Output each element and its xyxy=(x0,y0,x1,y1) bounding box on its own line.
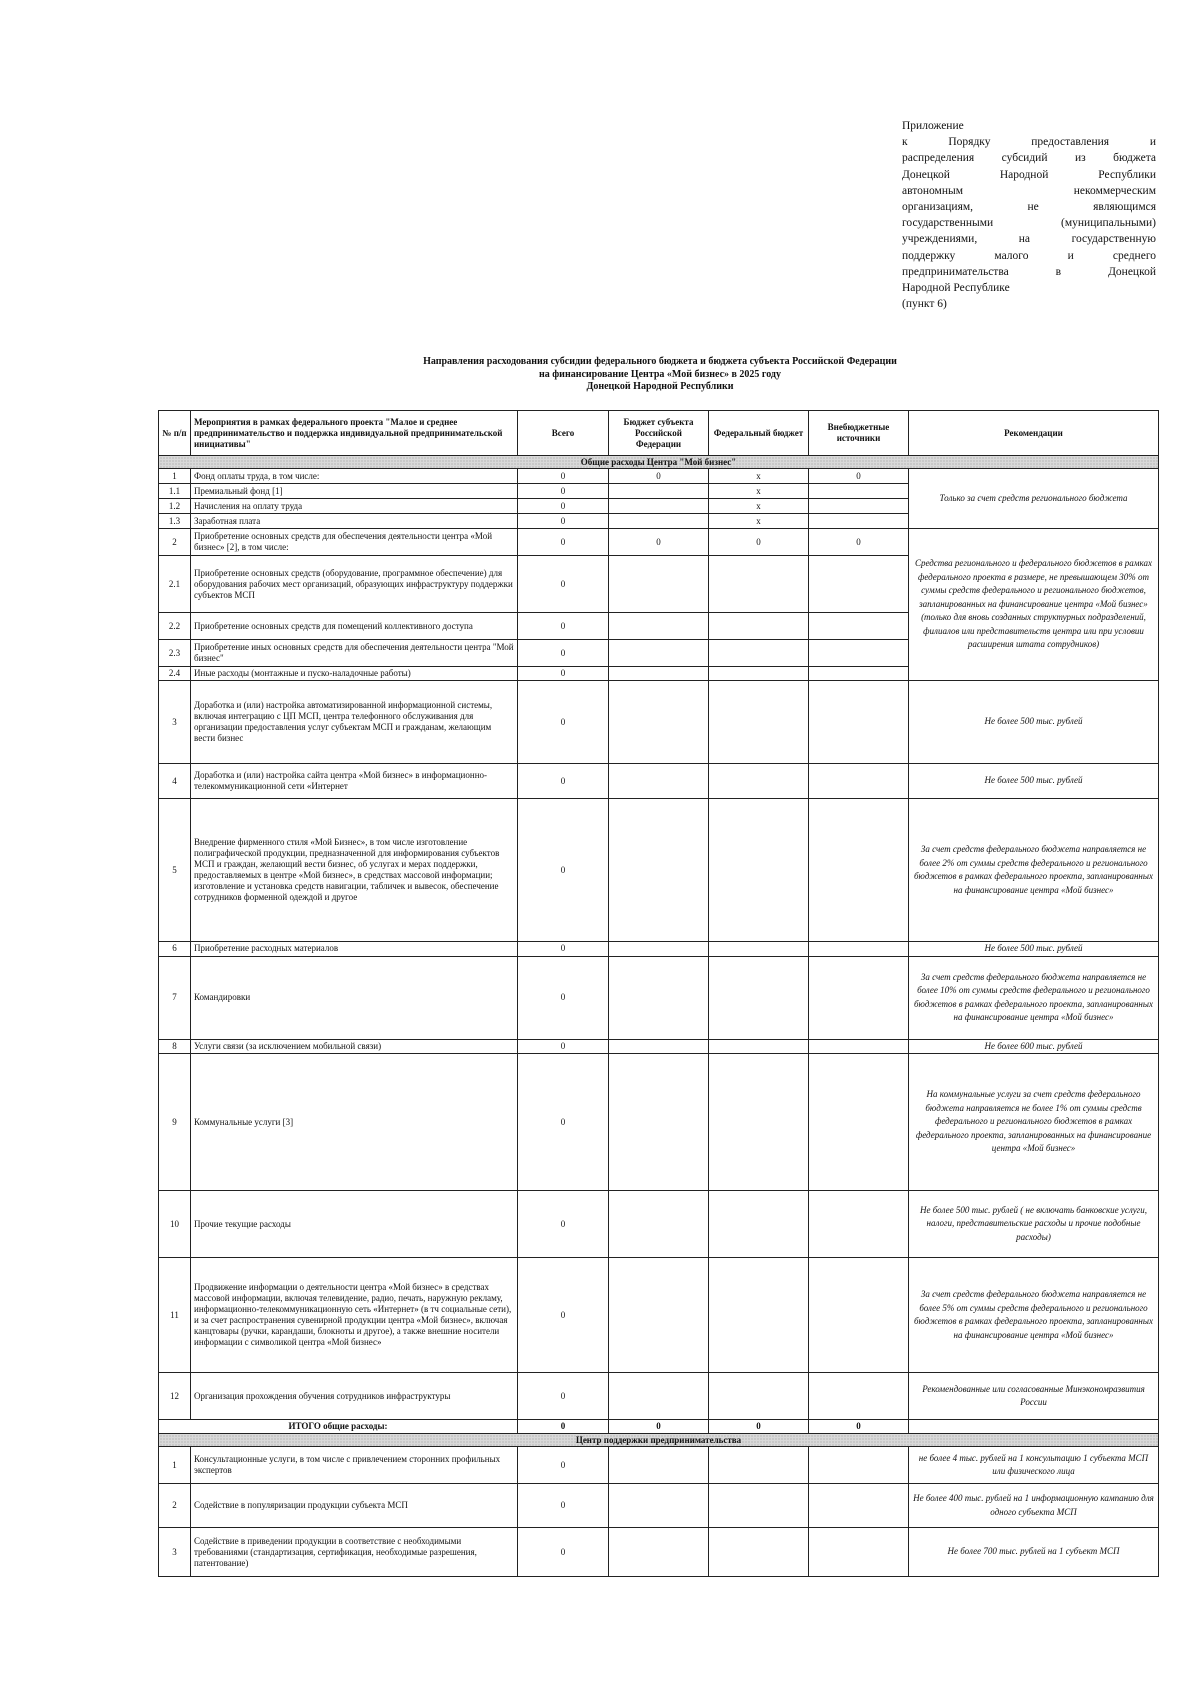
row-activity: Начисления на оплату труда xyxy=(191,499,518,514)
row-activity: Заработная плата xyxy=(191,514,518,529)
row-federal: x xyxy=(709,484,809,499)
appendix-block xyxy=(902,118,1156,312)
row-num: 2.1 xyxy=(159,556,191,613)
row-num: 1 xyxy=(159,1447,191,1484)
appendix-line: автономным некоммерческим xyxy=(902,184,1156,197)
total-extra: 0 xyxy=(809,1420,909,1434)
header-federal: Федеральный бюджет xyxy=(709,411,809,456)
row-regional xyxy=(609,1484,709,1528)
row-recommendation: Не более 500 тыс. рублей xyxy=(909,681,1159,764)
row-num: 12 xyxy=(159,1373,191,1420)
row-federal xyxy=(709,942,809,957)
row-extra xyxy=(809,1054,909,1191)
row-activity: Премиальный фонд [1] xyxy=(191,484,518,499)
row-total: 0 xyxy=(518,514,609,529)
row-num: 4 xyxy=(159,764,191,799)
row-num: 2.3 xyxy=(159,640,191,667)
row-total: 0 xyxy=(518,956,609,1039)
row-num: 5 xyxy=(159,799,191,942)
row-federal xyxy=(709,1039,809,1054)
row-regional xyxy=(609,484,709,499)
row-recommendation: Не более 500 тыс. рублей xyxy=(909,942,1159,957)
row-extra: 0 xyxy=(809,529,909,556)
row-extra xyxy=(809,681,909,764)
row-recommendation: За счет средств федерального бюджета направляется не более 10% от суммы средств федерального и регионального бюджетов в рамках федерального проекта, запланированных на финансирование центра «Мой бизнес» xyxy=(909,956,1159,1039)
row-num: 2 xyxy=(159,529,191,556)
row-num: 1 xyxy=(159,469,191,484)
row-extra xyxy=(809,556,909,613)
appendix-line: распределения субсидий из бюджета xyxy=(902,152,1156,165)
row-federal xyxy=(709,799,809,942)
appendix-line: учреждениями, на государственную xyxy=(902,233,1156,246)
row-extra xyxy=(809,956,909,1039)
row-activity: Иные расходы (монтажные и пуско-наладочные работы) xyxy=(191,667,518,681)
total-row xyxy=(159,1420,1159,1434)
row-total: 0 xyxy=(518,799,609,942)
table-row xyxy=(159,1039,1159,1054)
header-num: № п/п xyxy=(159,411,191,456)
row-federal xyxy=(709,1191,809,1258)
row-num: 1.2 xyxy=(159,499,191,514)
row-num: 7 xyxy=(159,956,191,1039)
row-regional xyxy=(609,1054,709,1191)
header-regional: Бюджет субъекта Российской Федерации xyxy=(609,411,709,456)
row-regional xyxy=(609,640,709,667)
row-num: 8 xyxy=(159,1039,191,1054)
row-extra xyxy=(809,1373,909,1420)
row-total: 0 xyxy=(518,556,609,613)
row-total: 0 xyxy=(518,1484,609,1528)
row-federal xyxy=(709,1447,809,1484)
row-regional xyxy=(609,1373,709,1420)
row-extra xyxy=(809,942,909,957)
row-federal: x xyxy=(709,469,809,484)
row-total: 0 xyxy=(518,764,609,799)
row-extra xyxy=(809,514,909,529)
row-federal: 0 xyxy=(709,529,809,556)
total-label: ИТОГО общие расходы: xyxy=(159,1420,518,1434)
table-row xyxy=(159,1258,1159,1373)
total-regional: 0 xyxy=(609,1420,709,1434)
row-federal: x xyxy=(709,514,809,529)
row-extra xyxy=(809,1191,909,1258)
row-federal: x xyxy=(709,499,809,514)
appendix-line: организациям, не являющимся xyxy=(902,201,1156,214)
row-extra xyxy=(809,613,909,640)
row-num: 2.2 xyxy=(159,613,191,640)
row-activity: Приобретение иных основных средств для обеспечения деятельности центра "Мой бизнес" xyxy=(191,640,518,667)
header-row xyxy=(159,411,1159,456)
section-title: Центр поддержки предпринимательства xyxy=(159,1434,1159,1447)
table-row xyxy=(159,1191,1159,1258)
row-regional xyxy=(609,799,709,942)
row-regional xyxy=(609,1258,709,1373)
row-federal xyxy=(709,667,809,681)
row-num: 1.1 xyxy=(159,484,191,499)
row-regional xyxy=(609,1528,709,1577)
row-num: 3 xyxy=(159,681,191,764)
row-extra xyxy=(809,499,909,514)
row-recommendation: Рекомендованные или согласованные Минэкономразвития России xyxy=(909,1373,1159,1420)
row-federal xyxy=(709,1373,809,1420)
row-recommendation: Только за счет средств регионального бюджета xyxy=(909,469,1159,529)
row-total: 0 xyxy=(518,484,609,499)
row-total: 0 xyxy=(518,1373,609,1420)
document-title xyxy=(160,356,1160,394)
table-row xyxy=(159,1054,1159,1191)
row-total: 0 xyxy=(518,469,609,484)
row-activity: Прочие текущие расходы xyxy=(191,1191,518,1258)
row-activity: Доработка и (или) настройка сайта центра «Мой бизнес» в информационно-телекоммуникационной сети «Интернет xyxy=(191,764,518,799)
row-regional xyxy=(609,1191,709,1258)
row-num: 9 xyxy=(159,1054,191,1191)
row-activity: Организация прохождения обучения сотрудников инфраструктуры xyxy=(191,1373,518,1420)
row-activity: Услуги связи (за исключением мобильной связи) xyxy=(191,1039,518,1054)
row-federal xyxy=(709,681,809,764)
row-total: 0 xyxy=(518,499,609,514)
row-num: 1.3 xyxy=(159,514,191,529)
row-extra: 0 xyxy=(809,469,909,484)
row-extra xyxy=(809,484,909,499)
header-activity: Мероприятия в рамках федерального проекта "Малое и среднее предпринимательство и поддержка индивидуальной предпринимательской инициативы" xyxy=(191,411,518,456)
section-header xyxy=(159,456,1159,469)
row-regional xyxy=(609,1039,709,1054)
row-regional xyxy=(609,556,709,613)
row-total: 0 xyxy=(518,640,609,667)
appendix-line: к Порядку предоставления и xyxy=(902,136,1156,149)
table-row xyxy=(159,1373,1159,1420)
row-total: 0 xyxy=(518,1191,609,1258)
row-extra xyxy=(809,1039,909,1054)
table-row xyxy=(159,1447,1159,1484)
row-total: 0 xyxy=(518,529,609,556)
row-regional xyxy=(609,942,709,957)
row-total: 0 xyxy=(518,1054,609,1191)
row-federal xyxy=(709,613,809,640)
row-total: 0 xyxy=(518,1039,609,1054)
row-extra xyxy=(809,667,909,681)
title-line: Донецкой Народной Республики xyxy=(586,381,734,392)
row-extra xyxy=(809,1484,909,1528)
row-federal xyxy=(709,1258,809,1373)
row-federal xyxy=(709,556,809,613)
row-total: 0 xyxy=(518,613,609,640)
table-row xyxy=(159,1528,1159,1577)
appendix-line: Донецкой Народной Республики xyxy=(902,168,1156,181)
row-recommendation: Не более 500 тыс. рублей ( не включать банковские услуги, налоги, представительские расходы и прочие подобные расходы) xyxy=(909,1191,1159,1258)
header-recommend: Рекомендации xyxy=(909,411,1159,456)
row-regional xyxy=(609,667,709,681)
row-federal xyxy=(709,1054,809,1191)
table-row xyxy=(159,942,1159,957)
row-activity: Приобретение основных средств (оборудование, программное обеспечение) для оборудования рабочих мест организаций, образующих инфраструктуру поддержки субъектов МСП xyxy=(191,556,518,613)
section-header xyxy=(159,1434,1159,1447)
row-regional xyxy=(609,613,709,640)
row-recommendation: За счет средств федерального бюджета направляется не более 2% от суммы средств федерального и регионального бюджетов в рамках федерального проекта, запланированных на финансирование центра «Мой бизнес» xyxy=(909,799,1159,942)
total-recommendation xyxy=(909,1420,1159,1434)
row-extra xyxy=(809,1447,909,1484)
total-value: 0 xyxy=(518,1420,609,1434)
row-recommendation: Не более 600 тыс. рублей xyxy=(909,1039,1159,1054)
row-regional xyxy=(609,956,709,1039)
total-federal: 0 xyxy=(709,1420,809,1434)
row-num: 10 xyxy=(159,1191,191,1258)
row-federal xyxy=(709,764,809,799)
header-extra: Внебюджетные источники xyxy=(809,411,909,456)
row-extra xyxy=(809,1528,909,1577)
title-line: на финансирование Центра «Мой бизнес» в 2025 году xyxy=(539,368,781,380)
section-title: Общие расходы Центра "Мой бизнес" xyxy=(159,456,1159,469)
row-activity: Содействие в приведении продукции в соответствие с необходимыми требованиями (стандартизация, сертификация, необходимые разрешения, патентование) xyxy=(191,1528,518,1577)
row-regional xyxy=(609,764,709,799)
row-activity: Приобретение основных средств для помещений коллективного доступа xyxy=(191,613,518,640)
appendix-line: Приложение xyxy=(902,120,964,132)
row-recommendation: Не более 700 тыс. рублей на 1 субъект МСП xyxy=(909,1528,1159,1577)
row-total: 0 xyxy=(518,681,609,764)
row-extra xyxy=(809,640,909,667)
row-recommendation: Не более 500 тыс. рублей xyxy=(909,764,1159,799)
row-total: 0 xyxy=(518,667,609,681)
row-recommendation: не более 4 тыс. рублей на 1 консультацию 1 субъекта МСП или физического лица xyxy=(909,1447,1159,1484)
table-row xyxy=(159,681,1159,764)
appendix-line: (пункт 6) xyxy=(902,298,947,311)
row-activity: Содействие в популяризации продукции субъекта МСП xyxy=(191,1484,518,1528)
row-federal xyxy=(709,1528,809,1577)
row-recommendation: На коммунальные услуги за счет средств федерального бюджета направляется не более 1% от суммы средств федерального и регионального бюджетов в рамках федерального проекта, запланированных на финансирование центра «Мой бизнес» xyxy=(909,1054,1159,1191)
row-activity: Коммунальные услуги [3] xyxy=(191,1054,518,1191)
row-total: 0 xyxy=(518,1528,609,1577)
row-activity: Приобретение основных средств для обеспечения деятельности центра «Мой бизнес» [2], в том числе: xyxy=(191,529,518,556)
row-num: 2 xyxy=(159,1484,191,1528)
row-extra xyxy=(809,1258,909,1373)
row-activity: Приобретение расходных материалов xyxy=(191,942,518,957)
row-total: 0 xyxy=(518,1447,609,1484)
row-total: 0 xyxy=(518,942,609,957)
row-federal xyxy=(709,956,809,1039)
row-regional xyxy=(609,681,709,764)
row-regional xyxy=(609,499,709,514)
table-row xyxy=(159,956,1159,1039)
expenditure-table xyxy=(158,410,1159,1577)
row-regional xyxy=(609,514,709,529)
row-regional xyxy=(609,1447,709,1484)
table-row xyxy=(159,469,1159,484)
table-row xyxy=(159,799,1159,942)
appendix-line: государственными (муниципальными) xyxy=(902,217,1156,230)
row-extra xyxy=(809,764,909,799)
appendix-line: предпринимательства в Донецкой xyxy=(902,265,1156,278)
appendix-line: Народной Республике xyxy=(902,282,1010,295)
row-extra xyxy=(809,799,909,942)
row-regional: 0 xyxy=(609,529,709,556)
row-total: 0 xyxy=(518,1258,609,1373)
table-row xyxy=(159,1484,1159,1528)
row-activity: Командировки xyxy=(191,956,518,1039)
row-federal xyxy=(709,1484,809,1528)
row-regional: 0 xyxy=(609,469,709,484)
row-activity: Внедрение фирменного стиля «Мой Бизнес», в том числе изготовление полиграфической продукции, предназначенной для информирования субъектов МСП и граждан, желающий вести бизнес, об услугах и мерах поддержки, предоставляемых в центре «Мой бизнес», в средствах массовой информации; изготовление и установка средств навигации, табличек и вывесок, обеспечение сотрудников форменной одеждой и другое xyxy=(191,799,518,942)
header-total: Всего xyxy=(518,411,609,456)
row-recommendation: Средства регионального и федерального бюджетов в рамках федерального проекта в размере, не превышающем 30% от суммы средств федерального и регионального бюджетов, запланированных на финансирование центра «Мой бизнес» (только для вновь созданных структурных подразделений, филиалов или представительств центра или при условии расширения штата сотрудников) xyxy=(909,529,1159,681)
row-num: 3 xyxy=(159,1528,191,1577)
row-recommendation: За счет средств федерального бюджета направляется не более 5% от суммы средств федерального и регионального бюджетов в рамках федерального проекта, запланированных на финансирование центра «Мой бизнес» xyxy=(909,1258,1159,1373)
appendix-line: поддержку малого и среднего xyxy=(902,249,1156,262)
row-recommendation: Не более 400 тыс. рублей на 1 информационную кампанию для одного субъекта МСП xyxy=(909,1484,1159,1528)
row-num: 2.4 xyxy=(159,667,191,681)
row-activity: Консультационные услуги, в том числе с привлечением сторонних профильных экспертов xyxy=(191,1447,518,1484)
row-num: 11 xyxy=(159,1258,191,1373)
table-row xyxy=(159,764,1159,799)
row-activity: Доработка и (или) настройка автоматизированной информационной системы, включая интеграцию с ЦП МСП, центра телефонного обслуживания для организации предоставления услуг субъектам МСП и гражданам, желающим вести бизнес xyxy=(191,681,518,764)
row-activity: Фонд оплаты труда, в том числе: xyxy=(191,469,518,484)
row-activity: Продвижение информации о деятельности центра «Мой бизнес» в средствах массовой информации, включая телевидение, радио, печать, наружную рекламу, информационно-телекоммуникационную сеть «Интернет» (в тч социальные сети), и за счет распространения сувенирной продукции центра «Мой бизнес», включая канцтовары (ручки, карандаши, блокноты и другое), а также внешние носители информации с символикой центра «Мой бизнес» xyxy=(191,1258,518,1373)
row-num: 6 xyxy=(159,942,191,957)
table-row xyxy=(159,529,1159,556)
row-federal xyxy=(709,640,809,667)
title-line: Направления расходования субсидии федерального бюджета и бюджета субъекта Российской Федерации xyxy=(423,356,897,367)
